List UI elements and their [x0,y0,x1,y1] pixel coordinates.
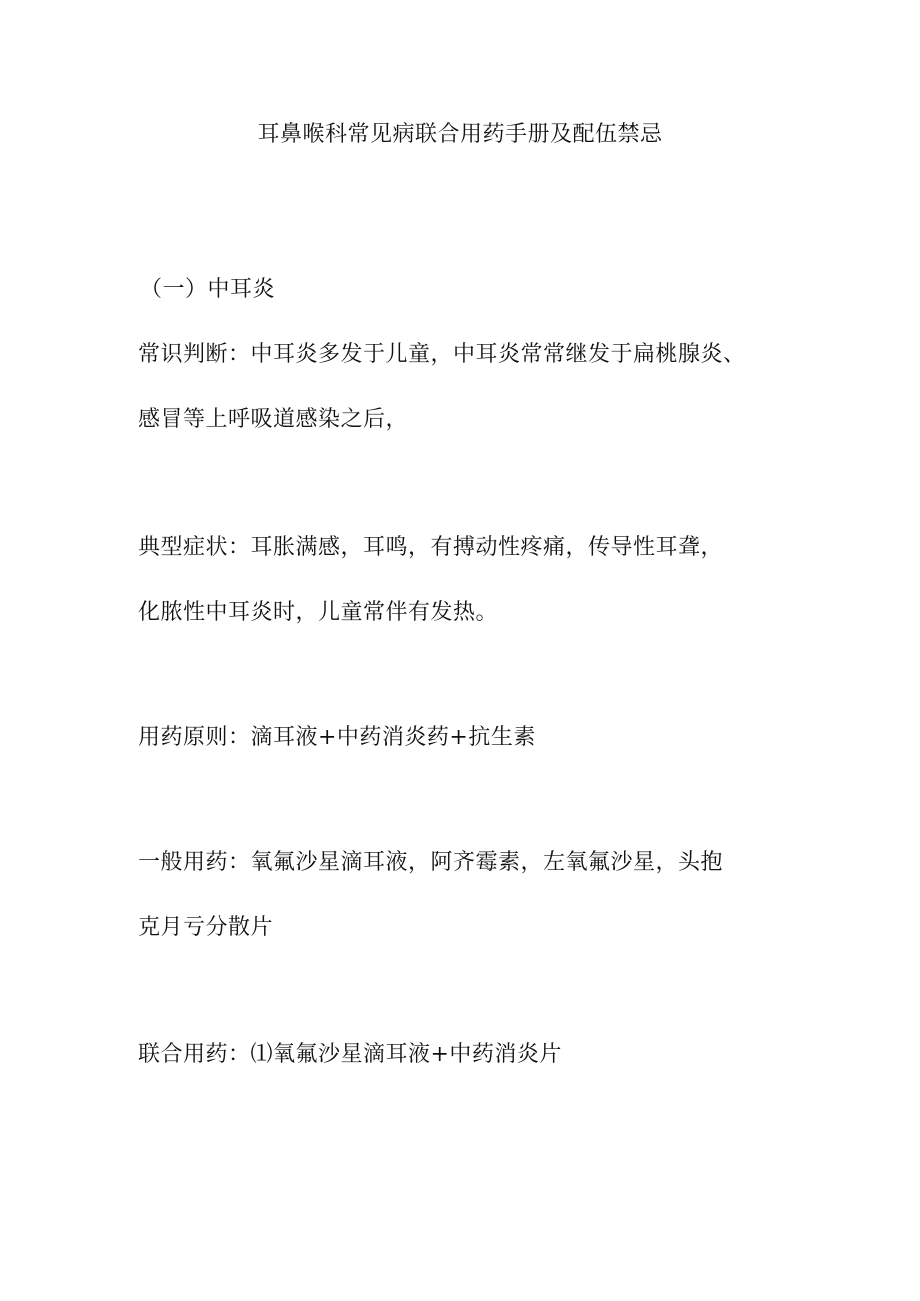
paragraph-general-medication-line-2: 克月亏分散片 [138,915,274,940]
section-heading: （一）中耳炎 [140,277,276,302]
paragraph-symptoms-line-2: 化脓性中耳炎时，儿童常伴有发热。 [138,600,499,625]
paragraph-medication-principle: 用药原则：滴耳液+中药消炎药+抗生素 [138,725,536,750]
paragraph-symptoms-line-1: 典型症状：耳胀满感，耳鸣，有搏动性疼痛，传导性耳聋， [138,535,724,560]
paragraph-combined-medication: 联合用药：⑴氧氟沙星滴耳液+中药消炎片 [138,1042,562,1067]
paragraph-common-knowledge-line-2: 感冒等上呼吸道感染之后， [138,407,409,432]
paragraph-general-medication-line-1: 一般用药：氧氟沙星滴耳液，阿齐霉素，左氧氟沙星，头抱 [138,850,724,875]
paragraph-common-knowledge-line-1: 常识判断：中耳炎多发于儿童，中耳炎常常继发于扁桃腺炎、 [138,342,746,367]
document-title: 耳鼻喉科常见病联合用药手册及配伍禁忌 [257,122,663,147]
